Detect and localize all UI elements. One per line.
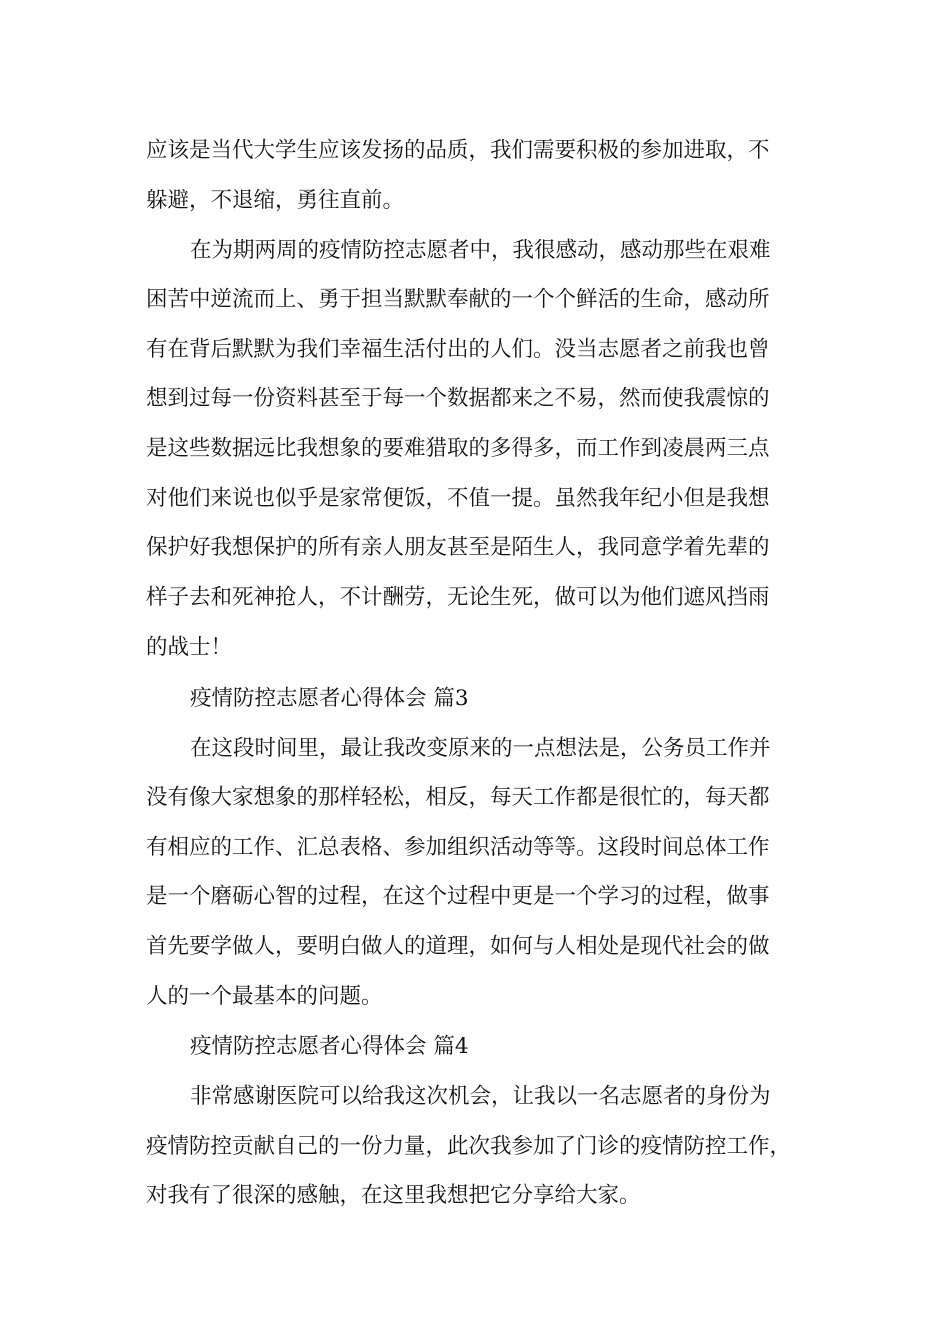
section-heading: 疫情防控志愿者心得体会 篇4 [190,1034,469,1059]
text-line: 疫情防控贡献自己的一份力量，此次我参加了门诊的疫情防控工作， [146,1134,792,1159]
text-line: 有在背后默默为我们幸福生活付出的人们。没当志愿者之前我也曾 [146,337,770,362]
text-line: 人的一个最基本的问题。 [146,984,383,1009]
text-line: 是一个磨砺心智的过程，在这个过程中更是一个学习的过程，做事 [146,884,770,909]
text-line: 保护好我想保护的所有亲人朋友甚至是陌生人，我同意学着先辈的 [146,535,770,560]
text-line: 躲避，不退缩，勇往直前。 [146,188,405,213]
text-line: 是这些数据远比我想象的要难猎取的多得多，而工作到凌晨两三点 [146,436,770,461]
text-line: 在这段时间里，最让我改变原来的一点想法是，公务员工作并 [190,736,771,761]
text-line: 样子去和死神抢人，不计酬劳，无论生死，做可以为他们遮风挡雨 [146,585,770,610]
text-line: 困苦中逆流而上、勇于担当默默奉献的一个个鲜活的生命，感动所 [146,287,770,312]
text-line: 应该是当代大学生应该发扬的品质，我们需要积极的参加进取，不 [146,138,770,163]
text-line: 没有像大家想象的那样轻松，相反，每天工作都是很忙的，每天都 [146,785,770,810]
section-heading: 疫情防控志愿者心得体会 篇3 [190,686,469,711]
text-line: 对我有了很深的感触，在这里我想把它分享给大家。 [146,1183,641,1208]
text-line: 想到过每一份资料甚至于每一个数据都来之不易，然而使我震惊的 [146,386,770,411]
text-line: 在为期两周的疫情防控志愿者中，我很感动，感动那些在艰难 [190,238,771,263]
text-line: 非常感谢医院可以给我这次机会，让我以一名志愿者的身份为 [190,1084,771,1109]
text-line: 首先要学做人，要明白做人的道理，如何与人相处是现代社会的做 [146,934,770,959]
text-line: 的战士！ [146,635,233,660]
text-line: 有相应的工作、汇总表格、参加组织活动等等。这段时间总体工作 [146,835,770,860]
text-line: 对他们来说也似乎是家常便饭，不值一提。虽然我年纪小但是我想 [146,486,770,511]
